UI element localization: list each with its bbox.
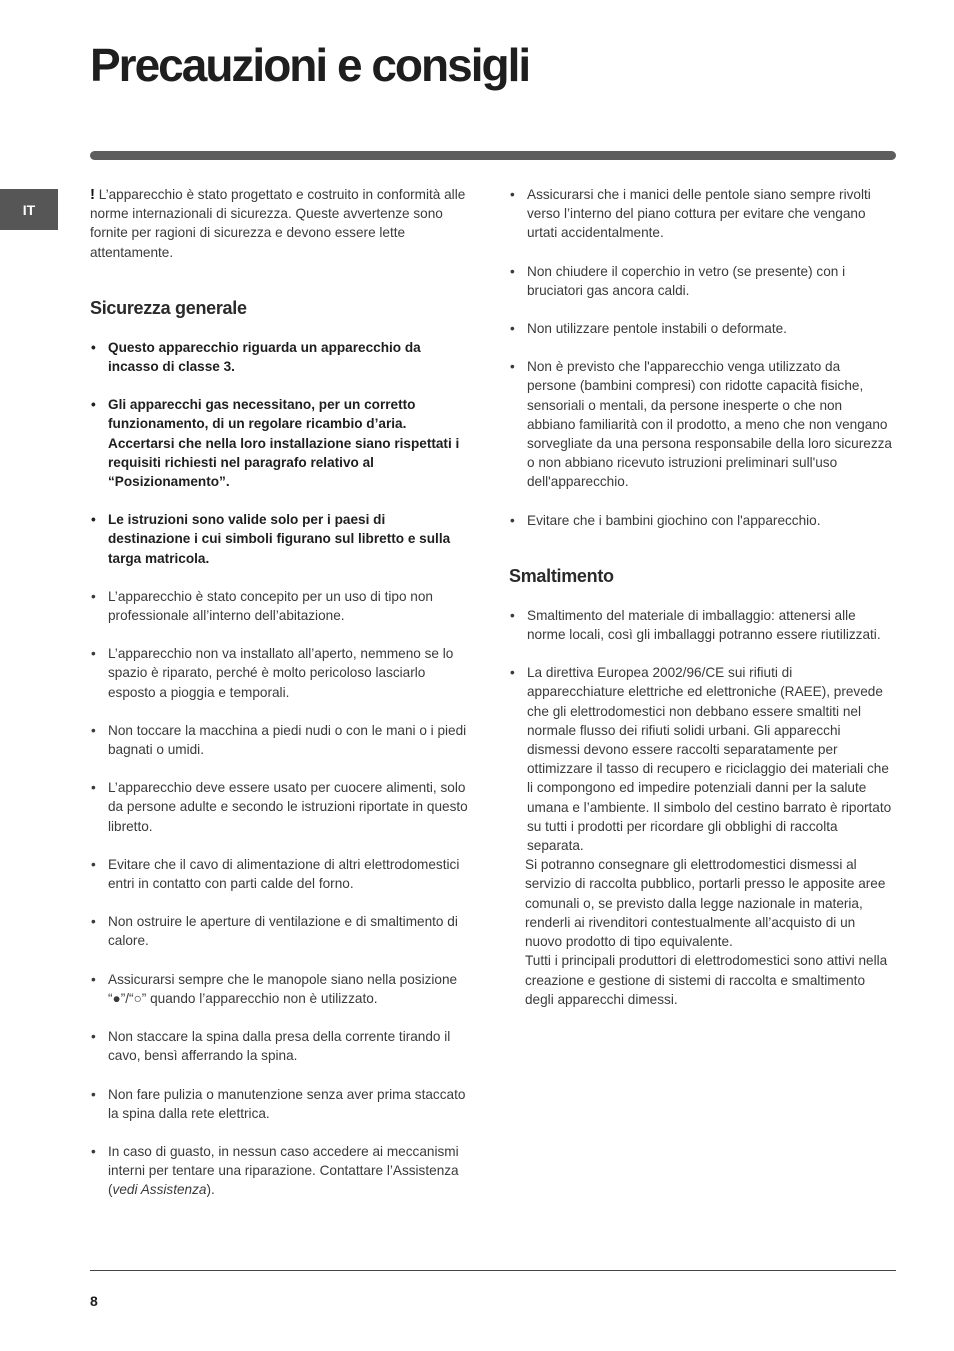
sicurezza-list xyxy=(90,338,468,1200)
page-title: Precauzioni e consigli xyxy=(90,39,530,91)
smaltimento-note: Si potranno consegnare gli elettrodomestici dismessi al servizio di raccolta pubblico, portarli presso le apposite aree comunali o, se previsto dalla legge nazionale in materia, renderli ai rivenditori contestualmente all’acquisto di un nuovo prodotto di tipo equivalente. xyxy=(525,857,886,950)
footer-divider xyxy=(90,1270,896,1271)
list-item: • Non toccare la macchina a piedi nudi o con le mani o i piedi bagnati o umidi. xyxy=(90,721,468,759)
list-item xyxy=(90,1142,468,1200)
list-item: • L’apparecchio non va installato all’aperto, nemmeno se lo spazio è riparato, perché è molto pericoloso lasciarlo esposto a pioggia e temporali. xyxy=(90,644,468,702)
list-item: • Non è previsto che l'apparecchio venga utilizzato da persone (bambini compresi) con ridotte capacità fisiche, sensoriali o mentali, da persone inesperte o che non abbiano familiarità con il prodotto, a meno che non vengano sorvegliate da una persona responsabile della loro sicurezza o non abbiano ricevuto istruzioni preliminari sull'uso dell'apparecchio. xyxy=(509,357,893,491)
list-item: • Gli apparecchi gas necessitano, per un corretto funzionamento, di un regolare ricambio d’aria. Accertarsi che nella loro installazione siano rispettati i requisiti richiesti nel paragrafo relativo al “Posizionamento”. xyxy=(90,395,468,491)
intro-paragraph xyxy=(90,185,468,262)
list-item: • Non utilizzare pentole instabili o deformate. xyxy=(509,319,893,338)
right-column xyxy=(509,185,893,1009)
smaltimento-note: Tutti i principali produttori di elettrodomestici sono attivi nella creazione e gestione di sistemi di raccolta e smaltimento degli apparecchi dimessi. xyxy=(525,953,888,1007)
list-item-text-end: ). xyxy=(206,1182,215,1198)
list-item: • Non chiudere il coperchio in vetro (se presente) con i bruciatori gas ancora caldi. xyxy=(509,262,893,300)
left-column xyxy=(90,185,468,1200)
list-item: • La direttiva Europea 2002/96/CE sui rifiuti di apparecchiature elettriche ed elettroniche (RAEE), prevede che gli elettrodomestici non debbano essere smaltiti nel normale flusso dei rifiuti solidi urbani. Gli apparecchi dismessi devono essere raccolti separatamente per ottimizzare il tasso di recupero e riciclaggio dei materiali che li compongono ed impedire potenziali danni per la salute umana e l’ambiente. Il simbolo del cestino barrato è riportato su tutti i prodotti per ricordare gli obblighi di raccolta separata. xyxy=(509,663,893,855)
section-heading-sicurezza: Sicurezza generale xyxy=(90,297,247,318)
list-item: • Evitare che il cavo di alimentazione di altri elettrodomestici entri in contatto con parti calde del forno. xyxy=(90,855,468,893)
smaltimento-list xyxy=(509,606,893,855)
page-number: 8 xyxy=(90,1293,98,1309)
warning-mark: ! xyxy=(90,186,95,203)
list-item: • L’apparecchio deve essere usato per cuocere alimenti, solo da persone adulte e secondo le istruzioni riportate in questo libretto. xyxy=(90,778,468,836)
list-item: • Evitare che i bambini giochino con l'apparecchio. xyxy=(509,511,893,530)
list-item: • Non ostruire le aperture di ventilazione e di smaltimento di calore. xyxy=(90,912,468,950)
list-item-text: In caso di guasto, in nessun caso accedere ai meccanismi interni per tentare una riparazione. Contattare l’Assistenza ( xyxy=(108,1143,459,1198)
sicurezza-list-continued xyxy=(509,185,893,530)
list-item: • Le istruzioni sono valide solo per i paesi di destinazione i cui simboli figurano sul libretto e sulla targa matricola. xyxy=(90,510,468,568)
language-tab: IT xyxy=(0,189,58,230)
list-item: • L’apparecchio è stato concepito per un uso di tipo non professionale all’interno dell’abitazione. xyxy=(90,587,468,625)
list-item: • Assicurarsi sempre che le manopole siano nella posizione “●”/“○” quando l’apparecchio non è utilizzato. xyxy=(90,970,468,1008)
list-item: • Non fare pulizia o manutenzione senza aver prima staccato la spina dalla rete elettrica. xyxy=(90,1085,468,1123)
list-item: • Smaltimento del materiale di imballaggio: attenersi alle norme locali, così gli imballaggi potranno essere riutilizzati. xyxy=(509,606,893,644)
intro-text: L’apparecchio è stato progettato e costruito in conformità alle norme internazionali di sicurezza. Queste avvertenze sono fornite per ragioni di sicurezza e devono essere lette attentamente. xyxy=(90,187,466,260)
list-item: • Assicurarsi che i manici delle pentole siano sempre rivolti verso l’interno del piano cottura per evitare che vengano urtati accidentalmente. xyxy=(509,185,893,243)
list-item: • Non staccare la spina dalla presa della corrente tirando il cavo, bensì afferrando la spina. xyxy=(90,1027,468,1065)
title-divider xyxy=(90,151,896,160)
section-heading-smaltimento: Smaltimento xyxy=(509,565,614,586)
assistenza-reference: vedi Assistenza xyxy=(112,1182,207,1198)
list-item: • Questo apparecchio riguarda un apparecchio da incasso di classe 3. xyxy=(90,338,468,376)
